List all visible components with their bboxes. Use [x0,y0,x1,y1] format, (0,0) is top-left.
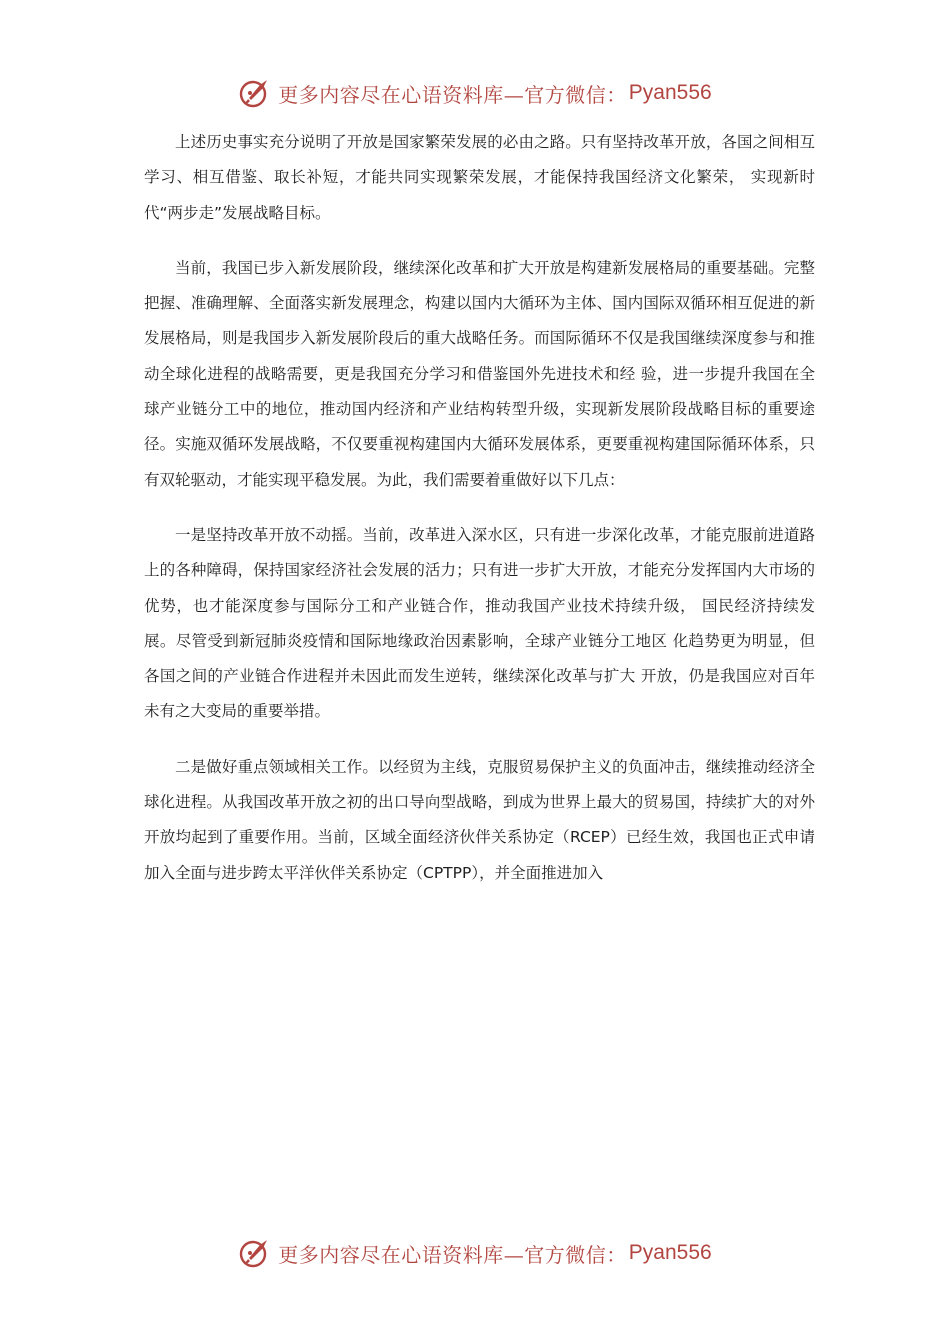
watermark-text: 更多内容尽在心语资料库—官方微信： [278,82,627,107]
footer-watermark [0,1233,950,1273]
header-watermark [0,73,950,113]
quill-pen-logo-icon [238,76,272,110]
paragraph: 上述历史事实充分说明了开放是国家繁荣发展的必由之路。只有坚持改革开放，各国之间相互学习、相互借鉴、取长补短，才能共同实现繁荣发展，才能保持我国经济文化繁荣， 实现新时代“两步走”发展战略目标。 [144,133,815,222]
watermark-text: 更多内容尽在心语资料库—官方微信： [278,1242,627,1267]
quill-pen-logo-icon [238,1236,272,1270]
paragraph: 一是坚持改革开放不动摇。当前，改革进入深水区，只有进一步深化改革，才能克服前进道路上的各种障碍，保持国家经济社会发展的活力；只有进一步扩大开放，才能充分发挥国内大市场的优势，也才能深度参与国际分工和产业链合作，推动我国产业技术持续升级， 国民经济持续发展。尽管受到新冠肺炎疫情和国际地缘政治因素影响，全球产业链分工地区 化趋势更为明显，但各国之间的产业链合作进程并未因此而发生逆转，继续深化改革与扩大 开放，仍是我国应对百年未有之大变局的重要举措。 [144,525,815,721]
watermark-handle: Pyan556 [628,81,712,104]
watermark-handle: Pyan556 [628,1241,712,1264]
paragraph: 当前，我国已步入新发展阶段，继续深化改革和扩大开放是构建新发展格局的重要基础。完整把握、准确理解、全面落实新发展理念，构建以国内大循环为主体、国内国际双循环相互促进的新发展格局，则是我国步入新发展阶段后的重大战略任务。而国际循环不仅是我国继续深度参与和推动全球化进程的战略需要，更是我国充分学习和借鉴国外先进技术和经 验，进一步提升我国在全球产业链分工中的地位，推动国内经济和产业结构转型升级，实现新发展阶段战略目标的重要途径。实施双循环发展战略，不仅要重视构建国内大循环发展体系，更要重视构建国际循环体系，只有双轮驱动，才能实现平稳发展。为此，我们需要着重做好以下几点： [144,258,815,489]
document-body [144,125,815,911]
paragraph: 二是做好重点领域相关工作。以经贸为主线，克服贸易保护主义的负面冲击，继续推动经济全球化进程。从我国改革开放之初的出口导向型战略，到成为世界上最大的贸易国，持续扩大的对外开放均起到了重要作用。当前，区域全面经济伙伴关系协定（RCEP）已经生效，我国也正式申请加入全面与进步跨太平洋伙伴关系协定（CPTPP），并全面推进加入 [144,757,815,882]
